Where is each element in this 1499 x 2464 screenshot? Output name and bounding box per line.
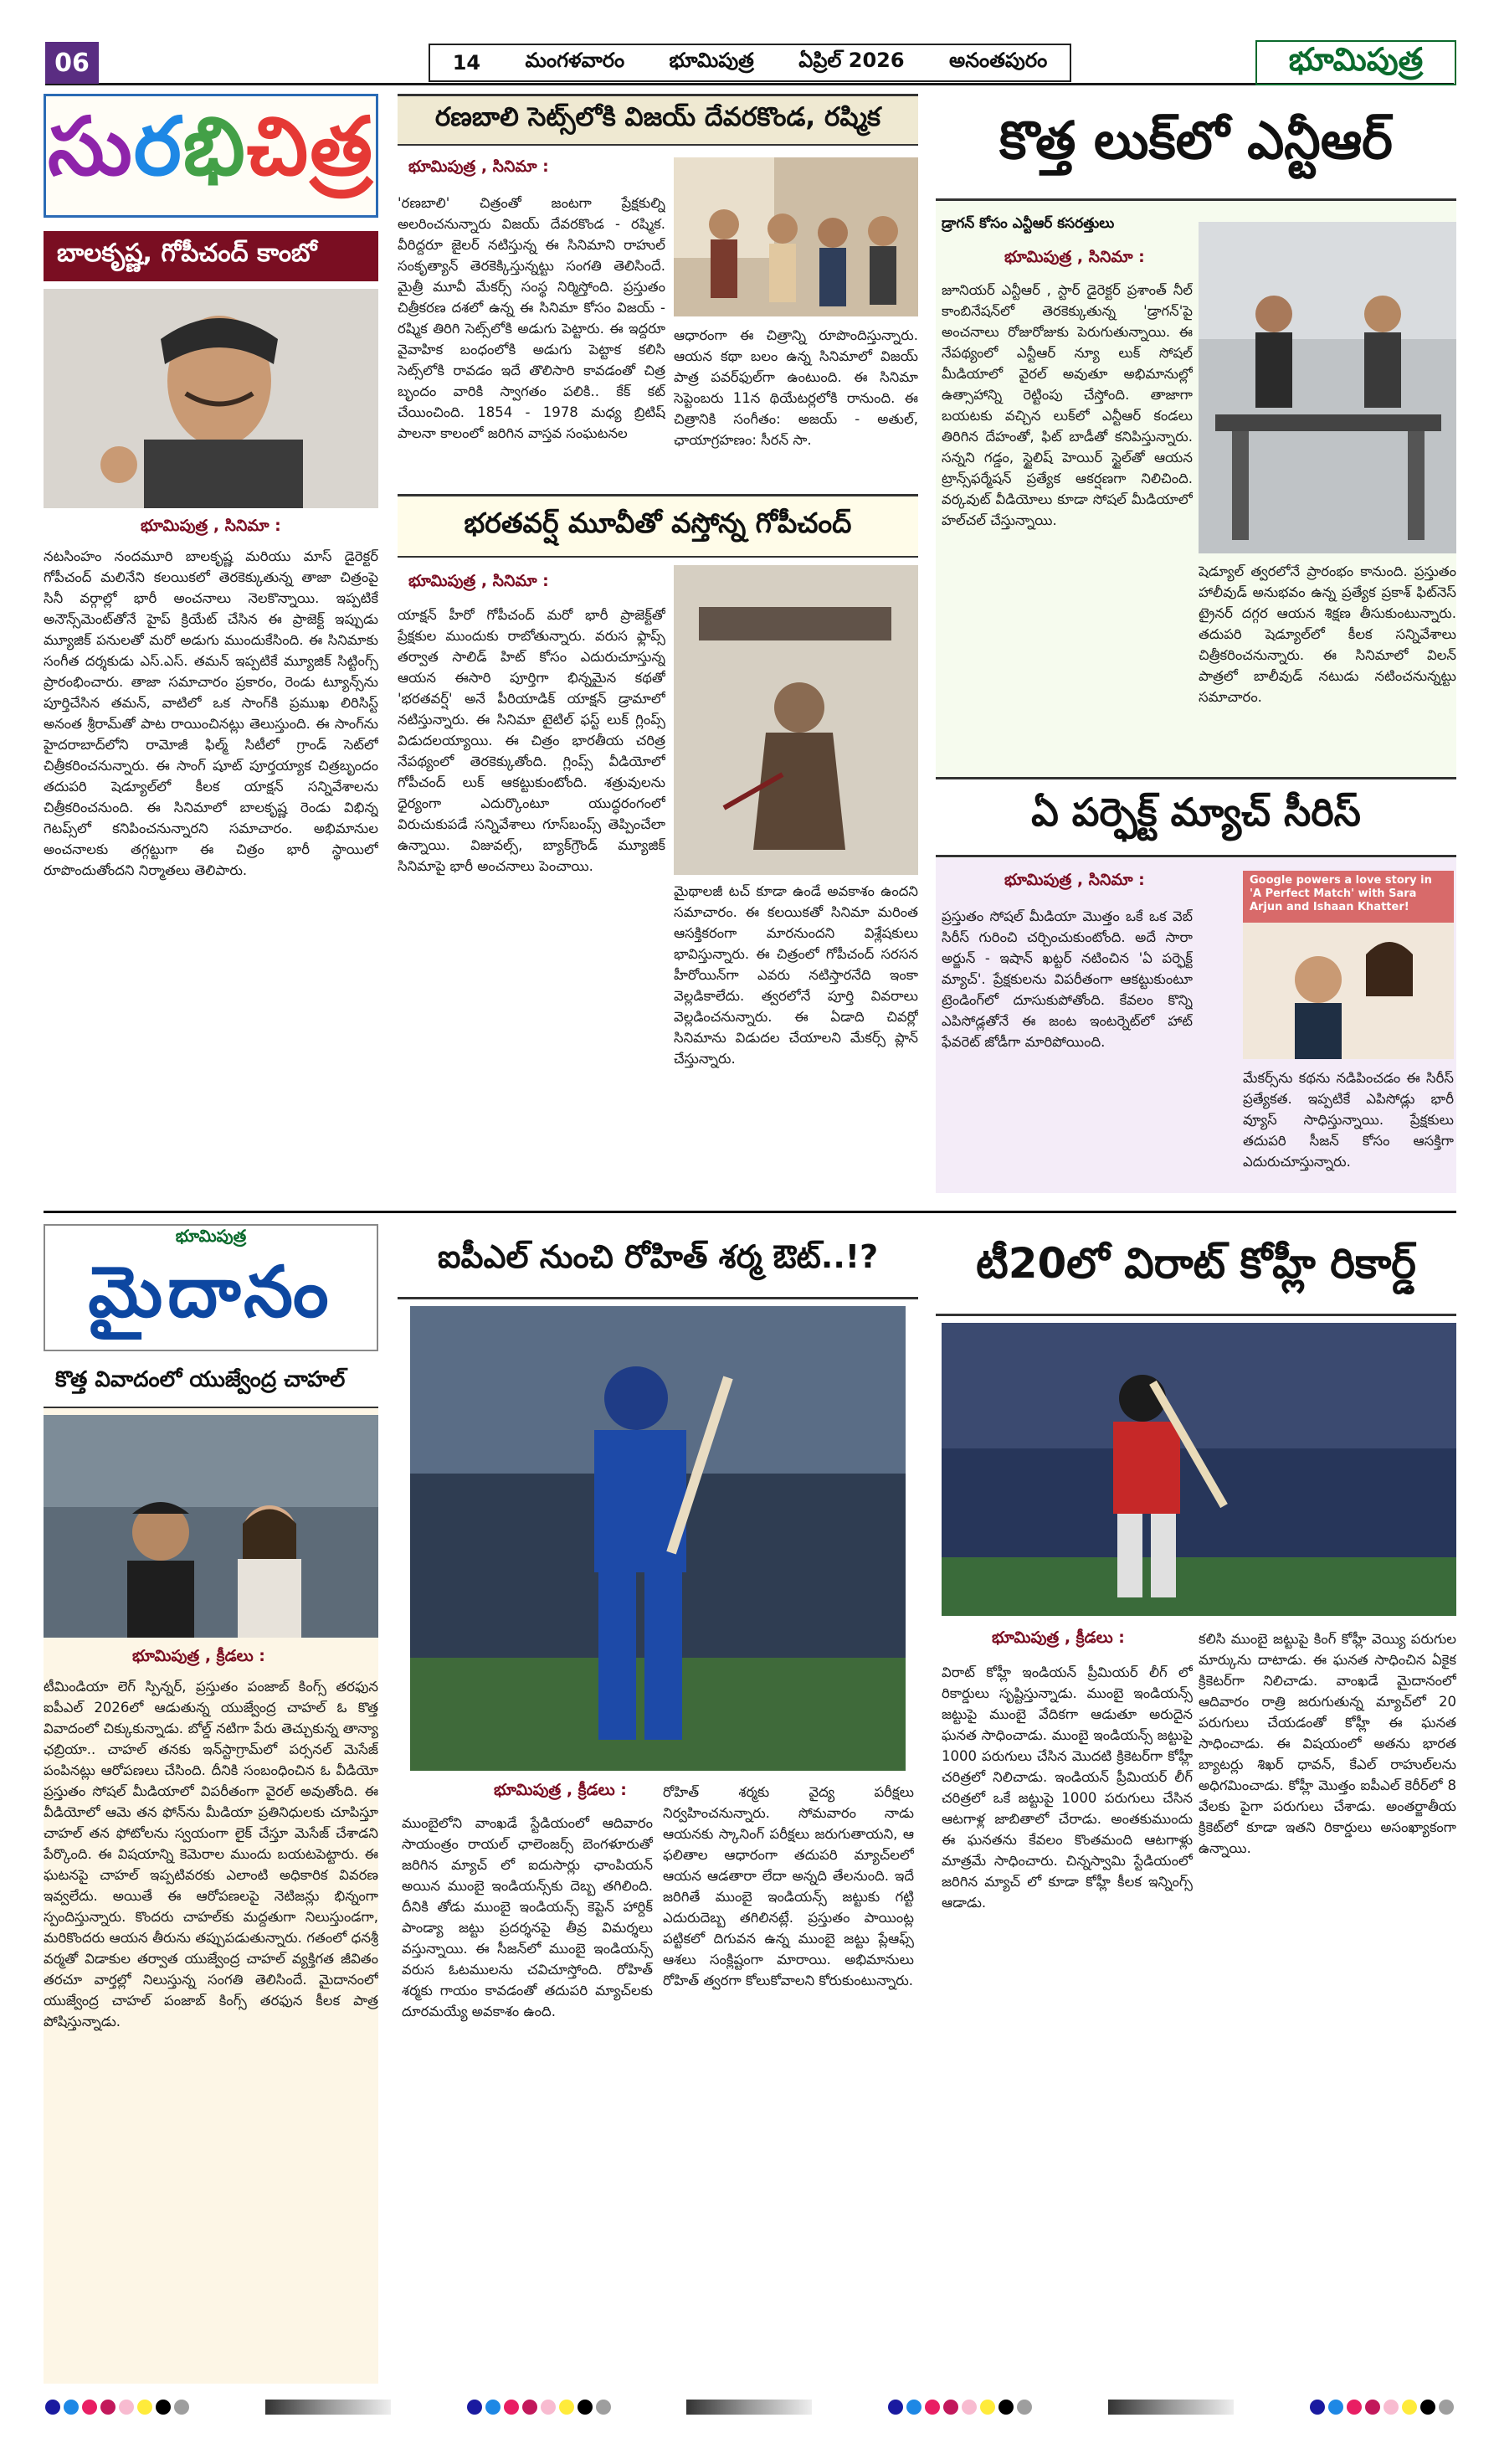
ntr-body-right: షెడ్యూల్ త్వరలోనే ప్రారంభం కానుంది. ప్రస్తుతం హాలీవుడ్ అనుభవం ఉన్న ప్రత్యేక ప్రకాశ్ ఫిట్‌నెస్ ట్రైనర్ దగ్గర ఆయన శిక్షణ తీసుకుంటున్నారు. తదుపరి షెడ్యూల్‌లో కీలక సన్నివేశాలు చిత్రీకరించనున్నారు. ఈ సినిమాలో విలన్ పాత్రలో బాలీవుడ్ నటుడు నటించనున్నట్టు సమాచారం. — [1199, 563, 1456, 705]
chahal-photo — [44, 1415, 378, 1638]
date: ఏప్రిల్ 2026 — [798, 49, 905, 72]
rana-body-right: ఆధారంగా ఈ చిత్రాన్ని రూపొందిస్తున్నారు. ఆయన కథా బలం ఉన్న సినిమాలో విజయ్ పాత్ర పవర్‌ఫుల్‌గా ఉంటుంది. ఈ సినిమా సెప్టెంబరు 11న థియేటర్లలోకి రానుంది. ఈ చిత్రానికి సంగీతం: అజయ్ - అతుల్, ఛాయాగ్రహణం: సీరన్ సా. — [674, 327, 918, 448]
perfect-poster — [1243, 871, 1454, 1059]
rohit-photo — [410, 1306, 906, 1771]
maidanam-masthead — [44, 1224, 378, 1351]
registration-dot — [578, 2400, 593, 2415]
ntr-photo — [1199, 222, 1456, 553]
virat-byline: భూమిపుత్ర , క్రీడలు : — [992, 1628, 1125, 1647]
registration-dot — [906, 2400, 921, 2415]
registration-dot — [137, 2400, 152, 2415]
registration-dot — [1420, 2400, 1435, 2415]
rana-byline: భూమిపుత్ర , సినిమా : — [408, 157, 549, 176]
registration-dot — [82, 2400, 97, 2415]
rana-photo — [674, 157, 918, 316]
registration-dot — [45, 2400, 60, 2415]
ntr-byline: భూమిపుత్ర , సినిమా : — [1004, 248, 1145, 266]
registration-dot — [174, 2400, 189, 2415]
surabhi-char-4: చిత్ర — [246, 98, 374, 193]
surabhi-char-1: సు — [48, 98, 134, 193]
balakrishna-photo — [44, 289, 378, 508]
virat-photo — [942, 1323, 1456, 1616]
registration-dot — [504, 2400, 519, 2415]
rohit-headline: ఐపీఎల్ నుంచి రోహిత్ శర్మ ఔట్..!? — [398, 1224, 918, 1299]
chahal-headline: కొత్త వివాదంలో యుజ్వేంద్ర చాహల్ — [44, 1358, 378, 1408]
registration-dot — [998, 2400, 1014, 2415]
virat-body-left: విరాట్ కోహ్లీ ఇండియన్ ప్రీమియర్ లీగ్ లో రికార్డులు సృష్టిస్తున్నాడు. ముంబై ఇండియన్స్ జట్టుపై ముంబై వేదికగా ఆడుతూ అరుదైన ఘనత సాధించాడు. ముంబై ఇండియన్స్ జట్టుపై 1000 పరుగులు చేసిన మొదటి క్రికెటర్‌గా కోహ్లీ చరిత్రలో నిలిచాడు. ఇండియన్ ప్రీమియర్ లీగ్ చరిత్రలో ఒకే జట్టుపై 1000 పరుగులు చేసిన ఆటగాళ్ల జాబితాలో చేరాడు. అంతకుముందు ఈ ఘనతను కేవలం కొంతమంది ఆటగాళ్లు మాత్రమే సాధించారు. చిన్నస్వామి స్టేడియంలో జరిగిన మ్యాచ్ లో కూడా కోహ్లీ కీలక ఇన్నింగ్స్ ఆడాడు. — [942, 1664, 1193, 1911]
registration-dot — [1383, 2400, 1399, 2415]
registration-dot — [522, 2400, 537, 2415]
registration-dot — [485, 2400, 501, 2415]
surabhi-char-2: ర — [133, 98, 183, 193]
registration-dot — [962, 2400, 977, 2415]
chahal-byline: భూమిపుత్ర , క్రీడలు : — [132, 1647, 265, 1665]
bharat-headline: భరతవర్ష్ మూవీతో వస్తోన్న గోపీచంద్ — [398, 494, 918, 558]
bharat-body-left: యాక్షన్ హీరో గోపీచంద్ మరో భారీ ప్రాజెక్ట్‌తో ప్రేక్షకుల ముందుకు రాబోతున్నారు. వరుస ఫ్లాప్స్ తర్వాత సాలిడ్ హిట్ కోసం ఎదురుచూస్తున్న ఆయన ఈసారి పూర్తిగా భిన్నమైన కథతో 'భరతవర్ష్' అనే పీరియాడిక్ యాక్షన్ డ్రామాలో నటిస్తున్నారు. ఈ సినిమా టైటిల్ ఫస్ట్ లుక్ గ్లింప్స్ విడుదలయ్యాయి. ఈ చిత్రం భారతీయ చరిత్ర నేపథ్యంలో తెరకెక్కుతోంది. గ్లింప్స్ వీడియోలో గోపీచంద్ లుక్ ఆకట్టుకుంటోంది. శత్రువులను ధైర్యంగా ఎదుర్కొంటూ యుద్ధరంగంలో విరుచుకుపడే సన్నివేశాలు గూస్‌బంప్స్ తెప్పించేలా ఉన్నాయి. విజువల్స్, బ్యాక్‌గ్రౌండ్ మ్యూజిక్ సినిమాపై భారీ అంచనాలు పెంచాయి. — [398, 607, 665, 874]
grey-scale-bar-2 — [686, 2400, 812, 2415]
ntr-photo-art — [1199, 222, 1456, 553]
registration-dot — [888, 2400, 903, 2415]
reg-dots-3 — [888, 2400, 1032, 2415]
ntr-subhead: డ్రాగన్ కోసం ఎన్టీఆర్ కసరత్తులు — [942, 215, 1115, 232]
ntr-headline: కొత్త లుక్‌లో ఎన్టీఆర్ — [936, 94, 1456, 201]
registration-dot — [64, 2400, 79, 2415]
perfect-headline: ఏ పర్ఫెక్ట్ మ్యాచ్ సీరిస్ — [936, 777, 1456, 857]
rohit-photo-art — [410, 1306, 906, 1771]
virat-photo-art — [942, 1323, 1456, 1616]
registration-dot — [1365, 2400, 1380, 2415]
balakrishna-byline: భూమిపుత్ర , సినిమా : — [141, 517, 281, 535]
grey-scale-bar-3 — [1108, 2400, 1234, 2415]
registration-dot — [925, 2400, 940, 2415]
perfect-body-left: ప్రస్తుతం సోషల్ మీడియా మొత్తం ఒకే ఒక వెబ్ సిరీస్ గురించి చర్చించుకుంటోంది. అదే సారా అర్జున్ - ఇషాన్ ఖట్టర్ నటించిన 'ఏ పర్ఫెక్ట్ మ్యాచ్'. ప్రేక్షకులను విపరీతంగా ఆకట్టుకుంటూ ట్రెండింగ్‌లో దూసుకుపోతోంది. కేవలం కొన్ని ఎపిసోడ్లతోనే ఈ జంట ఇంటర్నెట్‌లో హాట్ ఫేవరెట్ జోడీగా మారిపోయింది. — [942, 908, 1193, 1050]
reg-dots-2 — [467, 2400, 611, 2415]
rohit-byline: భూమిపుత్ర , క్రీడలు : — [494, 1781, 627, 1799]
registration-dot — [1328, 2400, 1343, 2415]
section-divider — [44, 1211, 1456, 1213]
chahal-body: టీమిండియా లెగ్ స్పిన్నర్, ప్రస్తుతం పంజాబ్ కింగ్స్ తరఫున ఐపీఎల్ 2026లో ఆడుతున్న యుజ్వేంద్ర చాహల్ ఓ కొత్త వివాదంలో చిక్కుకున్నాడు. బోల్డ్ నటిగా పేరు తెచ్చుకున్న తాన్యా ఛబ్రియా.. చాహల్ తనకు ఇన్‌స్టాగ్రామ్‌లో పర్సనల్ మెసేజ్ పంపినట్లు ఆరోపణలు చేసింది. దీనికి సంబంధించిన ఓ వీడియో ప్రస్తుతం సోషల్ మీడియాలో విపరీతంగా వైరల్ అవుతోంది. ఈ వీడియోలో ఆమె తన ఫోన్‌ను మీడియా ప్రతినిధులకు చూపిస్తూ చాహల్ తన ఫోటోలను స్వయంగా లైక్ చేస్తూ మెసేజ్ చేశాడని పేర్కొంది. ఈ విషయాన్ని కెమెరాల ముందు బయటపెట్టారు. ఈ ఘటనపై చాహల్ ఇప్పటివరకు ఎలాంటి అధికారిక వివరణ ఇవ్వలేదు. అయితే ఈ ఆరోపణలపై నెటిజన్లు భిన్నంగా స్పందిస్తున్నారు. కొందరు చాహల్‌కు మద్దతుగా నిలుస్తుండగా, మరికొందరు ఆయన తీరును తప్పుపడుతున్నారు. గతంలో ధనశ్రీ వర్మతో విడాకుల తర్వాత యుజ్వేంద్ర చాహల్ వ్యక్తిగత జీవితం తరచూ వార్తల్లో నిలుస్తున్న సంగతి తెలిసిందే. మైదానంలో యుజ్వేంద్ర చాహల్ పంజాబ్ కింగ్స్ తరఫున కీలక పాత్ర పోషిస్తున్నాడు. — [44, 1679, 378, 2029]
registration-dot — [1402, 2400, 1417, 2415]
surabhi-title — [48, 99, 374, 213]
ntr-body-left: జూనియర్ ఎన్టీఆర్ , స్టార్ డైరెక్టర్ ప్రశాంత్ నీల్ కాంబినేషన్‌లో తెరకెక్కుతున్న 'డ్రాగన్'పై అంచనాలు రోజురోజుకు పెరుగుతున్నాయి. ఈ నేపథ్యంలో ఎన్టీఆర్ న్యూ లుక్ సోషల్ మీడియాలో వైరల్ అవుతూ అభిమానుల్లో ఉత్సాహాన్ని రెట్టింపు చేస్తోంది. తాజాగా బయటకు వచ్చిన లుక్‌లో ఎన్టీఆర్ కండలు తిరిగిన దేహంతో, ఫిట్ బాడీతో కనిపిస్తున్నారు. సన్నని గడ్డం, స్టైలిష్ హెయిర్ స్టైల్‌తో ఆయన ట్రాన్స్‌ఫర్మేషన్ ప్రత్యేక ఆకర్షణగా నిలిచింది. వర్కవుట్ వీడియోలు కూడా సోషల్ మీడియాలో హల్‌చల్ చేస్తున్నాయి. — [942, 282, 1193, 528]
page-number: 06 — [45, 42, 99, 84]
registration-dot — [119, 2400, 134, 2415]
perfect-body-right: మేకర్స్‌ను కథను నడిపించడం ఈ సిరీస్ ప్రత్యేకత. ఇప్పటికే ఎపిసోడ్లు భారీ వ్యూస్ సాధిస్తున్నాయి. ప్రేక్షకులు తదుపరి సీజన్ కోసం ఆసక్తిగా ఎదురుచూస్తున్నారు. — [1243, 1070, 1454, 1170]
rana-body-left: 'రణబాలి' చిత్రంతో జంటగా ప్రేక్షకుల్ని అలరించనున్నారు విజయ్ దేవరకొండ - రష్మిక. వీరిద్దరూ జైలర్ నటిస్తున్న ఈ సినిమాని రాహుల్ సంకృత్యాన్ తెరకెక్కిస్తున్నట్టు సంగతి తెలిసిందే. మైత్రీ మూవీ మేకర్స్ సంస్థ నిర్మిస్తోంది. ప్రస్తుతం చిత్రీకరణ దశలో ఉన్న ఈ సినిమా కోసం విజయ్ - రష్మిక తిరిగి సెట్స్‌లోకి అడుగు పెట్టారు. ఈ ఇద్దరూ వైవాహిక బంధంలోకి అడుగు పెట్టాక కలిసి సెట్స్‌లోకి రావడం ఇదే తొలిసారి కావడంతో చిత్ర బృందం వారికి స్వాగతం పలికి.. కేక్ కట్ చేయించింది. 1854 - 1978 మధ్య బ్రిటిష్ పాలనా కాలంలో జరిగిన వాస్తవ సంఘటనల — [398, 195, 665, 441]
chahal-photo-art — [44, 1415, 378, 1638]
registration-dot — [541, 2400, 556, 2415]
rohit-body-left: ముంబైలోని వాంఖడే స్టేడియంలో ఆదివారం సాయంత్రం రాయల్ ఛాలెంజర్స్ బెంగళూరుతో జరిగిన మ్యాచ్ లో ఐదుసార్లు ఛాంపియన్ అయిన ముంబై ఇండియన్స్‌కు దెబ్బ తగిలింది. దీనికి తోడు ముంబై ఇండియన్స్ కెప్టెన్ హార్దిక్ పాండ్యా జట్టు ప్రదర్శనపై తీవ్ర విమర్శలు వస్తున్నాయి. ఈ సీజన్‌లో ముంబై ఇండియన్స్ వరుస ఓటములను చవిచూస్తోంది. రోహిత్ శర్మకు గాయం కావడంతో తదుపరి మ్యాచ్‌లకు దూరమయ్యే అవకాశం ఉంది. — [402, 1815, 653, 2019]
registration-dot — [467, 2400, 482, 2415]
maidanam-small: భూమిపుత్ర — [175, 1225, 247, 1246]
reg-dots-1 — [45, 2400, 189, 2415]
perfect-poster-caption: Google powers a love story in 'A Perfect Match' with Sara Arjun and Ishaan Khatter! — [1250, 874, 1432, 913]
maidanam-title: మైదానం — [88, 1249, 334, 1333]
balakrishna-body: నటసింహం నందమూరి బాలకృష్ణ మరియు మాస్ డైరెక్టర్ గోపీచంద్ మలినేని కలయికలో తెరకెక్కుతున్న తాజా చిత్రంపై సినీ వర్గాల్లో భారీ అంచనాలు నెలకొన్నాయి. ఇప్పటికే అనౌన్స్‌మెంట్‌తోనే హైప్ క్రియేట్ చేసిన ఈ ప్రాజెక్ట్ ఇప్పుడు మ్యూజిక్ పనులతో మరో అడుగు ముందుకేసింది. ఈ సినిమాకు సంగీత దర్శకుడు ఎస్.ఎస్. తమన్ ఇప్పటికే మ్యూజిక్ సిట్టింగ్స్ ప్రారంభించారు. తాజా సమాచారం ప్రకారం, రెండు ట్యూన్స్‌ను పూర్తిచేసిన తమన్, వాటిలో ఒక సాంగ్‌కి ప్రముఖ లిరిసిస్ట్ అనంత శ్రీరామ్‌తో పాట రాయించినట్లు తెలుస్తుంది. ఈ సాంగ్‌ను హైదరాబాద్‌లోని రామోజీ ఫిల్మ్ సిటీలో గ్రాండ్ సెట్‌లో చిత్రీకరించనున్నారు. ఈ సాంగ్ షూట్ పూర్తయ్యాక చిత్రబృందం తదుపరి షెడ్యూల్‌లో కీలక యాక్షన్ సన్నివేశాలను చిత్రీకరించనుంది. ఈ సినిమాలో బాలకృష్ణ రెండు విభిన్న గెటప్స్‌లో కనిపించనున్నారని సమాచారం. అభిమానుల అంచనాలకు తగ్గట్టుగా ఈ చిత్రం భారీ స్థాయిలో రూపొందుతోందని నిర్మాతలు తెలిపారు. — [44, 548, 378, 878]
paper-name: భూమిపుత్ర — [669, 49, 754, 72]
virat-headline: టీ20లో విరాట్ కోహ్లీ రికార్డ్ — [936, 1224, 1456, 1316]
registration-dot — [1310, 2400, 1325, 2415]
surabhi-char-3: భి — [182, 98, 247, 193]
masthead-logo — [1255, 40, 1456, 85]
rohit-body-right: రోహిత్ శర్మకు వైద్య పరీక్షలు నిర్వహించనున్నారు. సోమవారం నాడు ఆయనకు స్కానింగ్ పరీక్షలు జరుగుతాయని, ఆ ఫలితాల ఆధారంగా తదుపరి మ్యాచ్‌లలో ఆయన ఆడతారా లేదా అన్నది తేలనుంది. ఇదే జరిగితే ముంబై ఇండియన్స్ జట్టుకు గట్టి ఎదురుదెబ్బ తగిలినట్లే. ప్రస్తుతం పాయింట్ల పట్టికలో దిగువన ఉన్న ముంబై జట్టు ప్లేఆఫ్స్ ఆశలు సంక్లిష్టంగా మారాయి. అభిమానులు రోహిత్ త్వరగా కోలుకోవాలని కోరుకుంటున్నారు. — [663, 1784, 914, 1988]
surabhi-masthead — [44, 94, 378, 218]
bharat-poster — [674, 565, 918, 875]
registration-dot — [1017, 2400, 1032, 2415]
registration-dot — [943, 2400, 958, 2415]
rana-photo-art — [674, 157, 918, 316]
grey-scale-bar-1 — [265, 2400, 391, 2415]
balakrishna-photo-art — [44, 289, 378, 508]
registration-dot — [559, 2400, 574, 2415]
reg-dots-4 — [1310, 2400, 1454, 2415]
bharat-byline: భూమిపుత్ర , సినిమా : — [408, 572, 549, 590]
dateline — [429, 44, 1071, 82]
registration-dot — [1347, 2400, 1362, 2415]
bharat-body-right: మైథాలజీ టచ్ కూడా ఉండే అవకాశం ఉందని సమాచారం. ఈ కలయికతో సినిమా మరింత ఆసక్తికరంగా మారనుందని విశ్లేషకులు భావిస్తున్నారు. ఈ చిత్రంలో గోపీచంద్ సరసన హీరోయిన్‌గా ఎవరు నటిస్తారనేది ఇంకా వెల్లడికాలేదు. త్వరలోనే పూర్తి వివరాలు వెల్లడించనున్నారు. ఈ ఏడాది చివర్లో సినిమాను విడుదల చేయాలని మేకర్స్ ప్లాన్ చేస్తున్నారు. — [674, 883, 918, 1067]
registration-dot — [156, 2400, 171, 2415]
logo-text: భూమిపుత్ర — [1288, 39, 1424, 78]
balakrishna-headline: బాలకృష్ణ, గోపీచంద్ కాంబో — [44, 231, 378, 281]
rana-headline: రణబాలి సెట్స్‌లోకి విజయ్ దేవరకొండ, రష్మిక — [398, 94, 918, 146]
perfect-byline: భూమిపుత్ర , సినిమా : — [1004, 871, 1145, 889]
weekday: మంగళవారం — [525, 49, 625, 72]
registration-dot — [100, 2400, 116, 2415]
registration-dot — [596, 2400, 611, 2415]
registration-dot — [1439, 2400, 1454, 2415]
registration-dot — [980, 2400, 995, 2415]
city: అనంతపురం — [949, 49, 1048, 72]
print-registration-marks — [45, 2395, 1454, 2420]
virat-body-right: కలిసి ముంబై జట్టుపై కింగ్ కోహ్లీ వెయ్యి పరుగుల మార్కును దాటాడు. ఈ ఘనత సాధించిన ఏకైక క్రికెటర్‌గా నిలిచాడు. వాంఖడే మైదానంలో ఆదివారం రాత్రి జరుగుతున్న మ్యాచ్‌లో 20 పరుగులు చేయడంతో కోహ్లీ ఈ ఘనత సాధించాడు. ఈ విషయంలో అతను భారత బ్యాటర్లు శిఖర్ ధావన్, కేఎల్ రాహుల్‌లను అధిగమించాడు. కోహ్లీ మొత్తం ఐపీఎల్ కెరీర్‌లో 8 వేలకు పైగా పరుగులు చేశాడు. అంతర్జాతీయ క్రికెట్‌లో కూడా ఇతని రికార్డులు అసంఖ్యాకంగా ఉన్నాయి. — [1199, 1631, 1456, 1856]
issue-number: 14 — [452, 51, 481, 75]
bharat-poster-art — [674, 565, 918, 875]
